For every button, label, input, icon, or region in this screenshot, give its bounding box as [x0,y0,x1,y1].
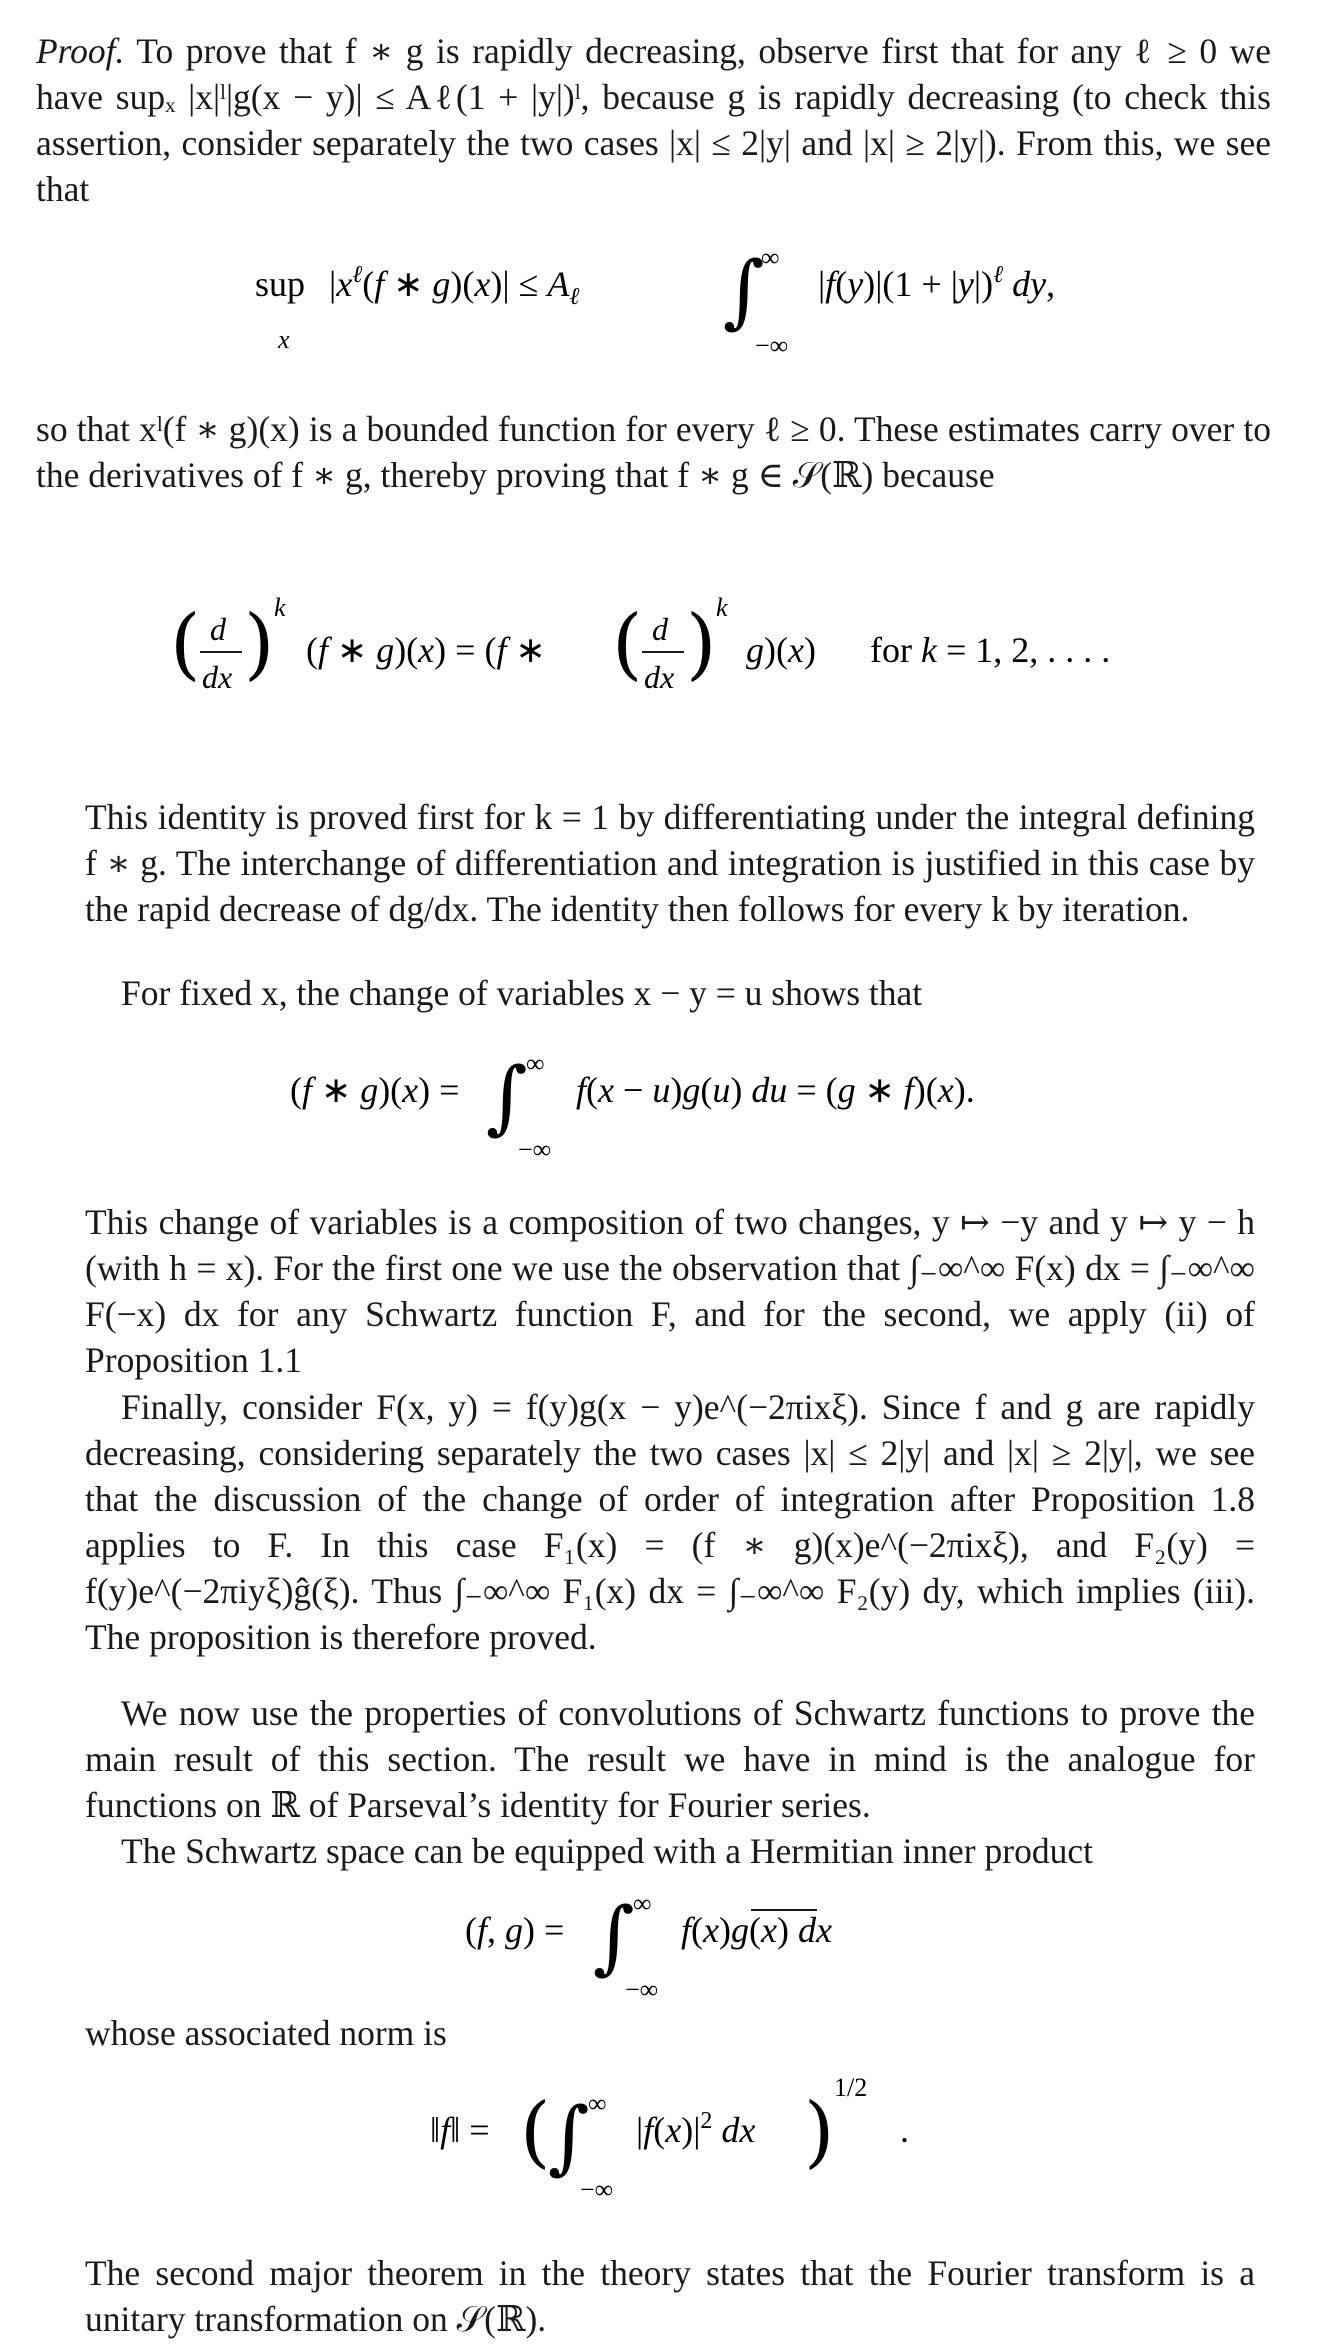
equation-norm [430,2073,950,2209]
svg-text:): ) [804,2087,835,2177]
equation-render [430,2073,950,2204]
svg-text:|f(y)|(1 + |y|)ℓ dy,: $|f(y)|(1 + |y|)^\ell$ dy, [818,262,1056,304]
svg-text:(f, g) =: (f, g) = [465,1910,565,1950]
svg-text:dx: dx [202,659,233,695]
equation-render [465,1880,965,2004]
svg-text:(: ( [170,599,201,689]
svg-text:(f ∗ g)(x) = (f ∗: (f ∗ g)(x) = (f ∗ [306,630,546,670]
paragraph-text: To prove that f ∗ g is rapidly decreasing, observe first that for any ℓ ≥ 0 we have supₓ |x|ˡ|g(x − y)| ≤ Aℓ(1 + |y|)ˡ, because g is rapidly decreasing (to check this assertion, consider separately the two cases |x| ≤ 2|y| and |x| ≥ 2|y|). From this, we see that [36,31,1272,209]
equation-inner-product [465,1880,965,2009]
paragraph-7: The second major theorem in the theory states that the Fourier transform is a unitary transformation on 𝒮(ℝ). [85,2253,1255,2339]
paragraph-5b [85,1828,1255,1874]
paragraph-2: so that xˡ(f ∗ g)(x) is a bounded function for every ℓ ≥ 0. These estimates carry over to the derivatives of f ∗ g, thereby proving that f ∗ g ∈ 𝒮(ℝ) because [36,409,1271,495]
paragraph-text: For fixed x, the change of variables x − y = u shows that [121,973,923,1013]
svg-text:−∞: −∞ [625,1975,659,2004]
svg-text:∫: ∫ [593,1890,635,1983]
svg-text:f(x − u)g(u) du = (g ∗ f)(x).: f(x − u)g(u) du = (g ∗ f)(x). [576,1070,975,1110]
svg-text:dx: dx [644,659,675,695]
svg-text:∞: ∞ [588,2089,607,2118]
equation-derivative-identity [170,593,1170,719]
svg-text:|f(x)|2 dx: $|f(x)|^2$ dx [636,2108,756,2150]
paragraph-text: Finally, consider F(x, y) = f(y)g(x − y)e^(−2πixξ). Since f and g are rapidly decreasing, considering separately the two cases |x| ≤ 2|y| and |x| ≥ 2|y|, we see that the discussion of the change of order of integration after Proposition 1.8 applies to F. In this case F₁(x) = (f ∗ g)(x)e^(−2πixξ), and F₂(y) = f(y)e^(−2πiyξ)ĝ(ξ). Thus ∫₋∞^∞ F₁(x) dx = ∫₋∞^∞ F₂(y) dy, which implies (iii). The proposition is therefore proved. [85,1387,1255,1657]
equation-render [170,593,1170,710]
svg-text:‖f‖ =: ‖f‖ = [430,2110,490,2150]
paragraph-3b [85,970,1255,1016]
svg-text:1/2: 1/2 [834,2073,868,2102]
svg-text:−∞: −∞ [755,331,789,360]
equation-sup-estimate [255,243,1075,371]
paragraph-5 [85,1690,1255,1828]
equation-render [290,1040,1090,1164]
svg-text:k: k [274,593,286,622]
svg-text:(f ∗ g)(x) =: (f ∗ g)(x) = [290,1070,460,1110]
paragraph-4: This change of variables is a composition of two changes, y ↦ −y and y ↦ y − h (with h = x). For the first one we use the observation that ∫₋∞^∞ F(x) dx = ∫₋∞^∞ F(−x) dx for any Schwartz function F, and for the second, we apply (ii) of Proposition 1.1 [85,1202,1255,1380]
svg-text:x: x [278,325,290,354]
svg-text:−∞: −∞ [580,2175,614,2204]
svg-text:∫: ∫ [486,1050,528,1143]
paragraph-6: whose associated norm is [85,2013,447,2053]
proof-paragraph-1 [36,28,1271,212]
svg-text:for k = 1, 2, . . . .: for k = 1, 2, . . . . [870,630,1111,670]
equation-commutativity [290,1040,1090,1169]
svg-text:∫: ∫ [548,2090,590,2183]
proof-label: Proof. [36,31,125,71]
svg-text:f(x)g(x) dx: f(x)g(x) dx [681,1910,832,1950]
svg-text:(: ( [520,2087,551,2177]
svg-text:.: . [900,2110,909,2150]
svg-text:∞: ∞ [761,243,780,272]
svg-text:|xℓ(f ∗ g)(x)| ≤ Aℓ: $|x^\ell(f$ ∗ $g)(x)| \le A_\ell$ [329,262,580,310]
svg-text:): ) [244,599,275,689]
svg-text:∫: ∫ [723,244,765,337]
paragraph-3: This identity is proved first for k = 1 by differentiating under the integral defining f ∗ g. The interchange of differentiation and integration is justified in this case by the rapid decrease of dg/dx. The identity then follows for every k by iteration. [85,797,1255,929]
paragraph-4b [85,1384,1255,1660]
svg-text:−∞: −∞ [518,1135,552,1164]
svg-text:k: k [716,593,728,622]
equation-render [255,243,1075,362]
svg-text:g)(x): g)(x) [746,630,816,670]
svg-text:): ) [686,599,717,689]
svg-text:d: d [652,611,668,647]
svg-text:∞: ∞ [526,1049,545,1078]
svg-text:(: ( [612,599,643,689]
svg-text:sup: sup [255,264,306,304]
svg-text:d: d [210,611,226,647]
paragraph-text: We now use the properties of convolutions of Schwartz functions to prove the main result of this section. The result we have in mind is the analogue for functions on ℝ of Parseval’s identity for Fourier series. [85,1693,1255,1825]
svg-text:∞: ∞ [633,1889,652,1918]
paragraph-text: The Schwartz space can be equipped with a Hermitian inner product [121,1831,1093,1871]
